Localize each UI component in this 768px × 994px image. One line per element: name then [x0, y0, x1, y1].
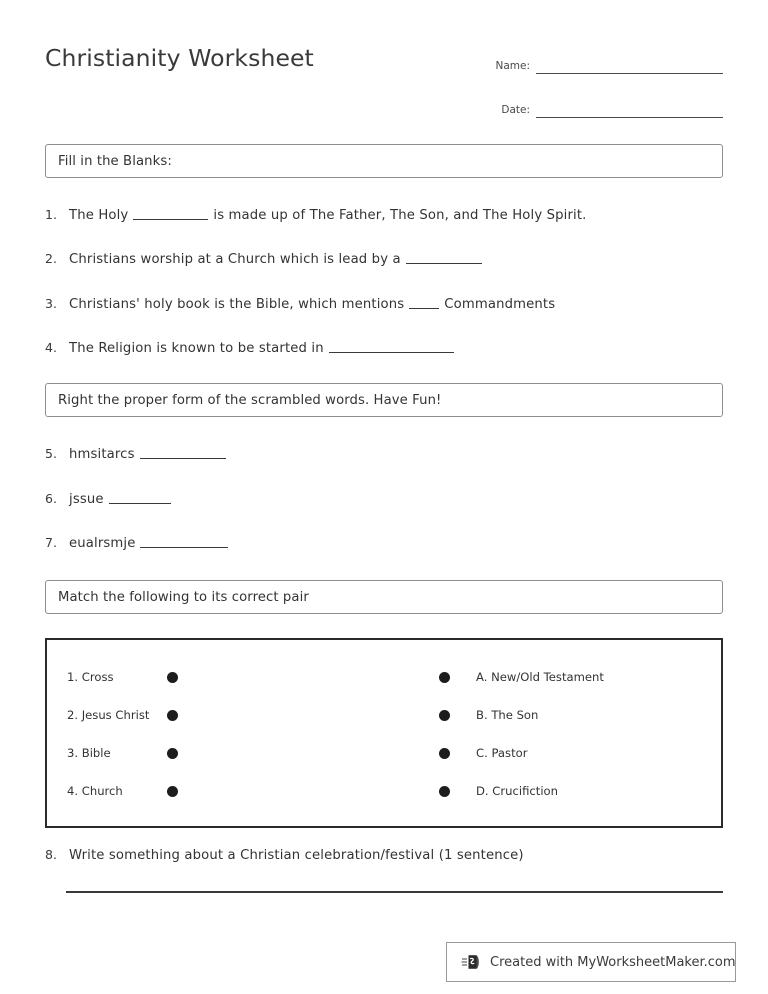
answer-blank[interactable]: [109, 491, 171, 504]
matching-right-dot[interactable]: [439, 672, 450, 683]
matching-right-dot[interactable]: [439, 786, 450, 797]
scrambled-word: hmsitarcs: [69, 447, 135, 462]
date-label: Date:: [501, 104, 530, 116]
matching-left-dot[interactable]: [167, 748, 178, 759]
question-1: [45, 207, 723, 223]
question-2: [45, 251, 723, 267]
question-5: [45, 446, 723, 462]
name-input-line[interactable]: [536, 59, 723, 74]
question-text-before: The Holy: [69, 208, 129, 223]
question-number: 5.: [45, 446, 57, 461]
matching-row: [47, 734, 721, 772]
question-text: [69, 340, 459, 356]
question-text: Write something about a Christian celebration/festival (1 sentence): [69, 848, 524, 863]
answer-blank[interactable]: [133, 207, 208, 220]
free-response-answer-line[interactable]: [66, 891, 723, 893]
name-field-row: [448, 44, 723, 74]
question-text: [69, 491, 176, 507]
answer-blank[interactable]: [140, 535, 228, 548]
answer-blank[interactable]: [329, 340, 454, 353]
matching-left-label: 3. Bible: [67, 746, 111, 760]
question-4: [45, 340, 723, 356]
matching-left-label: 2. Jesus Christ: [67, 708, 150, 722]
matching-row: [47, 772, 721, 810]
section-header-scrambled-words: [45, 383, 723, 417]
matching-right-item[interactable]: [384, 784, 721, 798]
section-header-fill-blanks: [45, 144, 723, 178]
worksheet-maker-logo-icon: [461, 951, 483, 973]
footer-attribution-text: Created with MyWorksheetMaker.com: [490, 954, 736, 970]
question-text-after: Commandments: [444, 297, 556, 312]
answer-blank[interactable]: [409, 296, 439, 309]
section-header-matching: [45, 580, 723, 614]
matching-right-item[interactable]: [384, 746, 721, 760]
question-number: 4.: [45, 340, 57, 355]
footer-attribution-badge[interactable]: [446, 942, 736, 982]
matching-row: [47, 658, 721, 696]
question-text: [69, 535, 233, 551]
question-number: 3.: [45, 296, 57, 311]
student-meta-fields: [448, 44, 723, 132]
section-heading-text: Match the following to its correct pair: [58, 589, 309, 605]
matching-left-dot[interactable]: [167, 710, 178, 721]
matching-right-label: C. Pastor: [476, 746, 528, 760]
question-3: [45, 296, 723, 312]
matching-right-dot[interactable]: [439, 748, 450, 759]
question-number: 1.: [45, 207, 57, 222]
matching-left-dot[interactable]: [167, 786, 178, 797]
date-field-row: [448, 88, 723, 118]
question-8: [45, 847, 723, 863]
matching-right-label: B. The Son: [476, 708, 539, 722]
worksheet-header: [0, 38, 768, 118]
question-number: 7.: [45, 535, 57, 550]
question-text-before: Christians' holy book is the Bible, which mentions: [69, 297, 405, 312]
answer-blank[interactable]: [140, 446, 226, 459]
matching-right-label: D. Crucifiction: [476, 784, 558, 798]
name-label: Name:: [495, 60, 530, 72]
question-6: [45, 491, 723, 507]
scrambled-word: eualrsmje: [69, 536, 136, 551]
question-number: 8.: [45, 847, 57, 862]
matching-left-dot[interactable]: [167, 672, 178, 683]
question-text: [69, 446, 231, 462]
matching-left-label: 4. Church: [67, 784, 123, 798]
section-heading-text: Fill in the Blanks:: [58, 153, 172, 169]
date-input-line[interactable]: [536, 103, 723, 118]
page-title: Christianity Worksheet: [45, 44, 314, 72]
matching-left-item[interactable]: [47, 746, 384, 760]
section-heading-text: Right the proper form of the scrambled words. Have Fun!: [58, 392, 442, 408]
matching-right-item[interactable]: [384, 670, 721, 684]
question-7: [45, 535, 723, 551]
question-text-before: The Religion is known to be started in: [69, 341, 324, 356]
question-text-before: Christians worship at a Church which is lead by a: [69, 252, 401, 267]
matching-row: [47, 696, 721, 734]
question-text: [69, 296, 555, 312]
matching-right-item[interactable]: [384, 708, 721, 722]
matching-exercise-box: [45, 638, 723, 828]
matching-right-dot[interactable]: [439, 710, 450, 721]
matching-left-label: 1. Cross: [67, 670, 114, 684]
question-number: 6.: [45, 491, 57, 506]
question-text: [69, 207, 587, 223]
answer-blank[interactable]: [406, 251, 482, 264]
scrambled-word: jssue: [69, 492, 104, 507]
matching-left-item[interactable]: [47, 708, 384, 722]
question-number: 2.: [45, 251, 57, 266]
matching-left-item[interactable]: [47, 784, 384, 798]
matching-left-item[interactable]: [47, 670, 384, 684]
matching-right-label: A. New/Old Testament: [476, 670, 604, 684]
question-text: [69, 251, 487, 267]
question-text-after: is made up of The Father, The Son, and The Holy Spirit.: [213, 208, 587, 223]
